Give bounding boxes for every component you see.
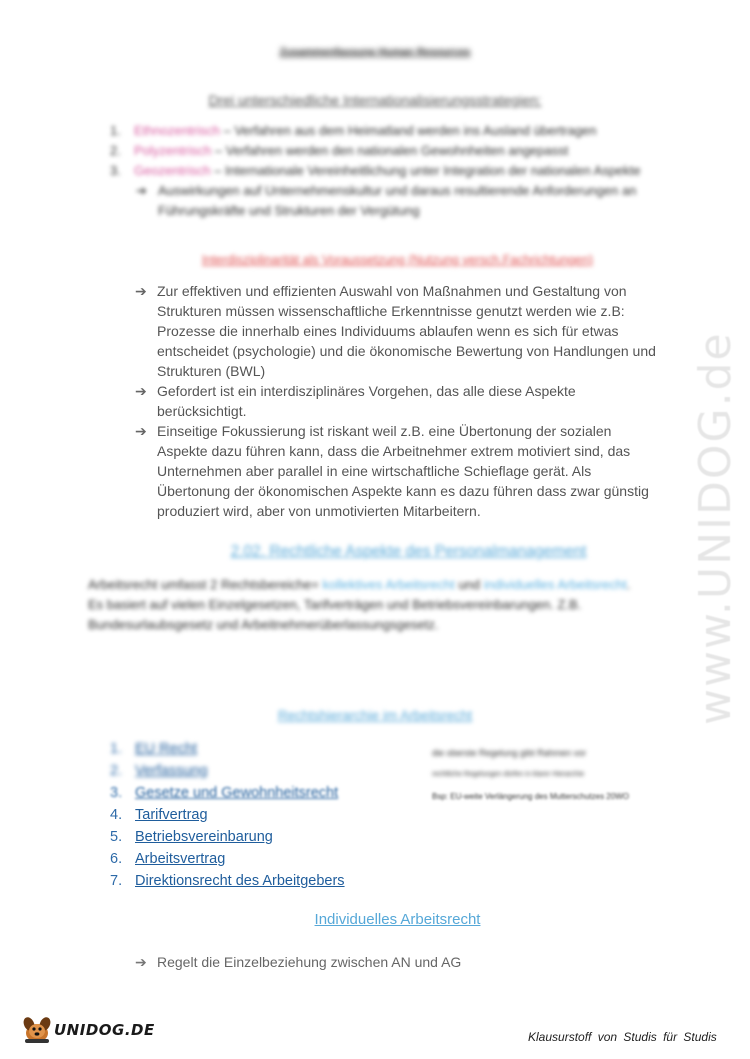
- arrow-right-icon: ➔: [135, 954, 147, 970]
- unidog-logo[interactable]: UNIDOG.DE: [22, 1015, 155, 1045]
- hierarchy-link[interactable]: Direktionsrecht des Arbeitgebers: [135, 873, 345, 889]
- arrow-right-icon: ➔: [135, 283, 147, 299]
- footer-tagline: Klausurstoff von Studis für Studis: [528, 1030, 717, 1044]
- hierarchy-heading: Rechtshierarchie im Arbeitsrecht: [277, 708, 473, 723]
- arrow-right-icon: ➔: [135, 423, 147, 439]
- strategies-heading: Drei unterschiedliche Internationalisierungsstrategien:: [208, 92, 542, 108]
- interdisciplinary-bullets: [135, 281, 665, 521]
- document-title: Zusammenfassung Human Resources: [279, 46, 471, 58]
- list-item: 2. Polyzentrisch – Verfahren werden den nationalen Gewohnheiten angepasst: [110, 143, 569, 158]
- strategies-list: [110, 121, 670, 221]
- list-item: 6. Arbeitsvertrag: [110, 848, 670, 870]
- hierarchy-link[interactable]: Gesetze und Gewohnheitsrecht: [135, 785, 339, 801]
- hierarchy-link[interactable]: EU Recht: [135, 741, 198, 757]
- list-item: 2. Verfassung rechtliche Regelungen dürfen in klarer Hierarchie: [110, 760, 670, 782]
- list-item: 3. Geozentrisch – Internationale Vereinheitlichung unter Integration der nationalen Aspekte: [110, 163, 641, 178]
- individual-law-heading: Individuelles Arbeitsrecht: [314, 911, 481, 928]
- hierarchy-link[interactable]: Betriebsvereinbarung: [135, 829, 273, 845]
- arrow-right-icon: ➔: [135, 383, 147, 399]
- list-item: ➔ Gefordert ist ein interdisziplinäres Vorgehen, das alle diese Aspekte berücksichtigt.: [135, 383, 576, 419]
- dog-icon: [22, 1015, 54, 1045]
- hierarchy-list: [110, 738, 670, 892]
- list-item: 3. Gesetze und Gewohnheitsrecht Bsp: EU-weite Verlängerung des Mutterschutzes 20WO: [110, 782, 670, 804]
- arrow-right-icon: ➔: [136, 183, 147, 198]
- list-item: 7. Direktionsrecht des Arbeitgebers: [110, 870, 670, 892]
- list-item: ➔ Einseitige Fokussierung ist riskant weil z.B. eine Übertonung der sozialen Aspekte dazu führen kann, dass die Arbeitnehmer extrem motiviert sind, das Unternehmen aber parallel in eine wirtschaftliche Schieflage gerät. Als Übertonung der ökonomischen Aspekte kann es dazu führen dass zwar günstig produziert wird, aber von unmotivierten Mitarbeitern.: [135, 423, 649, 519]
- legal-aspects-heading: 2.02. Rechtliche Aspekte des Personalmanagement: [230, 543, 587, 560]
- interdisciplinary-heading: Interdisziplinarität als Voraussetzung (Nutzung versch.Fachrichtungen): [201, 253, 594, 267]
- list-item: 4. Tarifvertrag: [110, 804, 670, 826]
- list-item: ➔ Zur effektiven und effizienten Auswahl von Maßnahmen und Gestaltung von Strukturen müssen wissenschaftliche Erkenntnisse genutzt werden wie z.B: Prozesse die innerhalb eines Individuums ablaufen wenn es sich für etwas entscheidet (psychologie) und die ökonomische Bewertung von Handlungen und Strukturen (BWL): [135, 283, 656, 379]
- legal-paragraph: Arbeitsrecht umfasst 2 Rechtsbereiche= kollektives Arbeitsrecht und individuelles Arbeitsrecht. Es basiert auf vielen Einzelgesetzen, Tarifverträgen und Betriebsvereinbarungen. Z.B. Bundesurlaubsgesetz und Arbeitnehmerüberlassungsgesetz.: [88, 577, 631, 632]
- consequence-bullet: ➔ Auswirkungen auf Unternehmenskultur und daraus resultierende Anforderungen an Führungskräfte und Strukturen der Vergütung: [136, 181, 670, 221]
- list-item: 1. Ethnozentrisch – Verfahren aus dem Heimatland werden ins Ausland übertragen: [110, 123, 597, 138]
- individual-law-bullet: ➔ Regelt die Einzelbeziehung zwischen AN und AG: [135, 954, 462, 970]
- hierarchy-link[interactable]: Verfassung: [135, 763, 208, 779]
- list-item: 5. Betriebsvereinbarung: [110, 826, 670, 848]
- watermark: www.UNIDOG.de: [690, 331, 741, 725]
- hierarchy-link[interactable]: Arbeitsvertrag: [135, 851, 226, 867]
- hierarchy-link[interactable]: Tarifvertrag: [135, 807, 208, 823]
- list-item: 1. EU Recht die oberste Regelung gibt Rahmen vor: [110, 738, 670, 760]
